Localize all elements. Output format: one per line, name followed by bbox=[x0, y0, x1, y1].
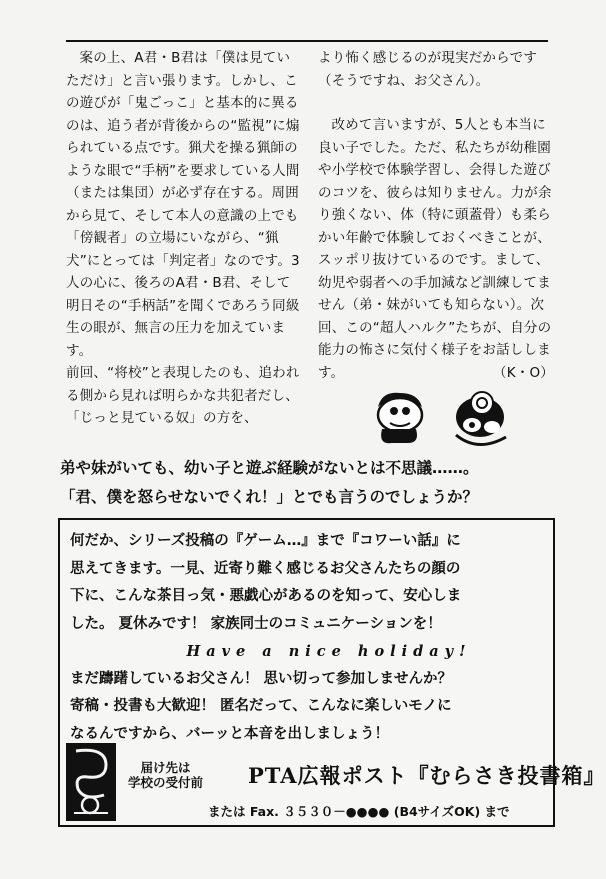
box-line: 寄稿・投書も大歓迎！ 匿名だって、こんなに楽しいモノに bbox=[70, 698, 452, 714]
box-line: なるんですから、バーッと本音を出しましょう！ bbox=[70, 725, 389, 742]
top-rule bbox=[66, 40, 548, 42]
article-right-column bbox=[318, 47, 554, 384]
box-line: 何だか、シリーズ投稿の『ゲーム…』まで『コワーい話』に bbox=[70, 533, 461, 549]
author-signature: （K・O） bbox=[493, 364, 554, 381]
article-paragraph: より怖く感じるのが現実だからです（そうですね、お父さん）。 bbox=[318, 50, 538, 89]
mascot-illustration bbox=[368, 385, 518, 455]
article-paragraph bbox=[318, 114, 554, 384]
fax-info: または Fax. ３５３０－●●●● (B4サイズOK) まで bbox=[208, 804, 510, 819]
headline-line: 弟や妹がいても、幼い子と遊ぶ経験がないとは不思議……。 bbox=[60, 459, 479, 477]
headline-line: 「君、僕を怒らせないでくれ！」とでも言うのでしょうか？ bbox=[60, 488, 479, 506]
box-line: した。 夏休みです！ 家族同士のコミュニケーションを！ bbox=[70, 615, 442, 632]
article-paragraph-text: 改めて言いますが、5人とも本当に良い子でした。ただ、私たちが幼稚園や小学校で体験学習し、会得した遊びのコツを、彼らは知りません。力が余り強くない、体（特に頭蓋骨）も柔らかい年齢で体験しておくべきことが、スッポリ抜けているのです。まして、幼児や弱者への手加減など訓練してません（弟・妹がいても知らない）。次回、この“超人ハルク”たちが、自分の能力の怖さに気付く様子をお話しします。 bbox=[318, 117, 552, 381]
delivery-label: 届け先は bbox=[140, 760, 191, 775]
box-line: 思えてきます。一見、近寄り難く感じるお父さんたちの顔の bbox=[70, 560, 461, 577]
post-box-name: PTA広報ポスト『むらさき投書箱』 bbox=[248, 763, 606, 788]
delivery-info bbox=[128, 760, 203, 790]
have-a-nice-holiday: Have a nice holiday! bbox=[186, 643, 472, 660]
box-line: まだ躊躇しているお父さん！ 思い切って参加しませんか？ bbox=[70, 670, 453, 687]
submission-box bbox=[58, 518, 606, 827]
murasaki-logo-icon bbox=[66, 743, 116, 821]
headline bbox=[60, 454, 560, 512]
article-paragraph: 案の上、A君・B君は「僕は見ていただけ」と言い張ります。しかし、この遊びが「鬼ごっこ」と基本的に異るのは、追う者が背後からの“監視”に煽られている点です。猟犬を操る猟師のような眼で“手柄”を要求している人間（または集団）が必ず存在する。周囲から見て、そして本人の意識の上でも「傍観者」の立場にいながら、“猟犬”にとっては「判定者」なのです。3人の心に、後ろのA君・B君、そして明日その“手柄話”を聞くであろう同級生の眼が、無言の圧力を加えています。 bbox=[66, 50, 300, 359]
box-text bbox=[70, 528, 548, 748]
box-line: 下に、こんな茶目っ気・悪戯心があるのを知って、安心しま bbox=[70, 588, 462, 604]
article-left-column bbox=[66, 47, 302, 430]
article-paragraph: 前回、“将校”と表現したのも、追われる側から見れば明らかな共犯者だし、「じっと見ている奴」の方を、 bbox=[66, 365, 300, 426]
two-faces-icon bbox=[368, 385, 518, 455]
delivery-location: 学校の受付前 bbox=[128, 775, 204, 790]
